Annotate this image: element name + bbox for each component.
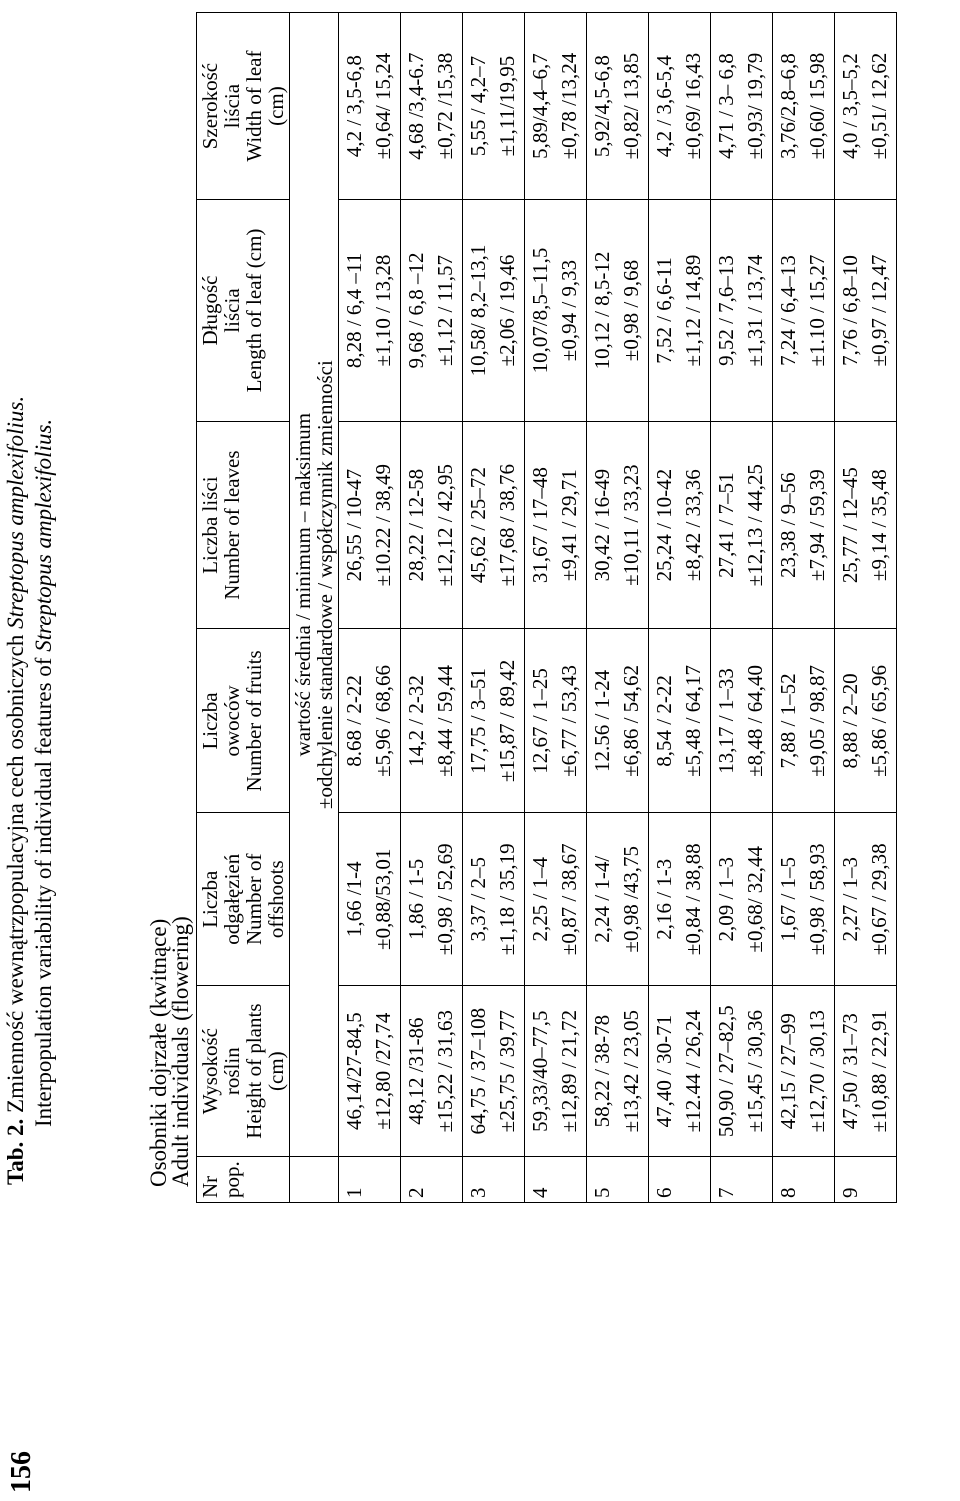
mean-min-max-value: 2,16 / 1-3: [652, 858, 676, 940]
mean-min-max-value: 5,92/4,5-6,8: [590, 55, 614, 158]
mean-min-max-value: 1,67 / 1–5: [776, 856, 800, 942]
leaves-cell: [525, 421, 587, 629]
sd-cv-value: ±6,86 / 54,62: [619, 665, 643, 777]
sd-cv-value: ±12,89 / 21,72: [557, 1009, 581, 1133]
group-heading-english: Adult individuals (flowering): [168, 916, 193, 1187]
mean-min-max-value: 4,2 / 3,5-6,8: [342, 55, 366, 158]
subheader-legend-line-2: ±odchylenie standardowe / współczynnik zmienności: [313, 360, 337, 810]
table-row: [835, 13, 897, 1203]
sd-cv-value: ±0,78 /13,24: [557, 52, 581, 160]
sd-cv-value: ±5,48 / 64,17: [681, 665, 705, 777]
group-heading-polish: Osobniki dojrzałe (kwitnące): [146, 918, 171, 1187]
sd-cv-value: ±15,22 / 31,63: [433, 1009, 457, 1133]
height-cell: [525, 986, 587, 1157]
header-leaves: Liczba liści Number of leaves: [197, 421, 290, 629]
offshoots-cell: [711, 813, 773, 986]
header-fruits: Liczba owoców Number of fruits: [197, 629, 290, 813]
table-row: [401, 13, 463, 1203]
variability-table: [196, 12, 897, 1203]
sd-cv-value: ±7,94 / 59,39: [805, 469, 829, 582]
sd-cv-value: ±2,06 / 19,46: [495, 254, 519, 367]
leaf-width-cell: [649, 13, 711, 200]
mean-min-max-value: 25,77 / 12–45: [838, 467, 862, 584]
header-population-number: Nr pop.: [197, 1157, 290, 1203]
sd-cv-value: ±1,18 / 35,19: [495, 843, 519, 956]
group-heading: [148, 916, 192, 1187]
offshoots-cell: [587, 813, 649, 986]
offshoots-cell: [525, 813, 587, 986]
leaf-length-cell: [401, 200, 463, 422]
mean-min-max-value: 8,54 / 2-22: [652, 675, 676, 767]
fruits-cell: [773, 629, 835, 813]
sd-cv-value: ±17,68 / 38,76: [495, 463, 519, 587]
table-subheader-row: [290, 13, 339, 1203]
sd-cv-value: ±0,98 / 9,68: [619, 259, 643, 362]
fruits-cell: [649, 629, 711, 813]
leaves-cell: [711, 421, 773, 629]
mean-min-max-value: 50,90 / 27–82,5: [714, 1005, 738, 1138]
height-cell: [463, 986, 525, 1157]
mean-min-max-value: 30,42 / 16-49: [590, 468, 614, 582]
caption-species-name: Streptopus amplexifolius.: [3, 395, 28, 629]
leaves-cell: [773, 421, 835, 629]
population-number-cell: 3: [463, 1157, 525, 1203]
mean-min-max-value: 2,24 / 1-4/: [590, 855, 614, 943]
subheader-empty-cell: [290, 1157, 339, 1203]
leaves-cell: [401, 421, 463, 629]
fruits-cell: [835, 629, 897, 813]
mean-min-max-value: 45,62 / 25–72: [466, 467, 490, 584]
sd-cv-value: ±0,64/ 15,24: [371, 52, 395, 160]
mean-min-max-value: 2,25 / 1–4: [528, 856, 552, 942]
leaves-cell: [835, 421, 897, 629]
height-cell: [339, 986, 401, 1157]
sd-cv-value: ±0,82/ 13,85: [619, 52, 643, 160]
leaf-length-cell: [773, 200, 835, 422]
sd-cv-value: ±0,98 / 58,93: [805, 843, 829, 956]
offshoots-cell: [463, 813, 525, 986]
sd-cv-value: ±1,12 / 14,89: [681, 254, 705, 367]
sd-cv-value: ±10,88 / 22,91: [867, 1009, 891, 1133]
sd-cv-value: ±0,87 / 38,67: [557, 843, 581, 956]
sd-cv-value: ±12,70 / 30,13: [805, 1009, 829, 1133]
sd-cv-value: ±12.44 / 26,24: [681, 1009, 705, 1133]
sd-cv-value: ±1.10 / 15,27: [805, 254, 829, 367]
sd-cv-value: ±8,44 / 59,44: [433, 665, 457, 777]
sd-cv-value: ±10,11 / 33,23: [619, 464, 643, 586]
mean-min-max-value: 3,37 / 2–5: [466, 856, 490, 942]
mean-min-max-value: 12.56 / 1-24: [590, 669, 614, 772]
leaf-length-cell: [463, 200, 525, 422]
mean-min-max-value: 8.68 / 2-22: [342, 675, 366, 767]
sd-cv-value: ±0,93/ 19,79: [743, 52, 767, 160]
sd-cv-value: ±10.22 / 38,49: [371, 463, 395, 587]
mean-min-max-value: 46,14/27-84,5: [342, 1012, 366, 1131]
sd-cv-value: ±1,10 / 13,28: [371, 254, 395, 367]
mean-min-max-value: 2,27 / 1–3: [838, 856, 862, 942]
sd-cv-value: ±25,75 / 39,77: [495, 1009, 519, 1133]
offshoots-cell: [649, 813, 711, 986]
mean-min-max-value: 26,55 / 10-47: [342, 468, 366, 582]
sd-cv-value: ±5,96 / 68,66: [371, 665, 395, 777]
leaf-length-cell: [587, 200, 649, 422]
fruits-cell: [463, 629, 525, 813]
sd-cv-value: ±8,48 / 64,40: [743, 665, 767, 777]
leaf-width-cell: [711, 13, 773, 200]
mean-min-max-value: 23,38 / 9–56: [776, 472, 800, 578]
leaves-cell: [463, 421, 525, 629]
sd-cv-value: ±15,87 / 89,42: [495, 659, 519, 783]
population-number-cell: 6: [649, 1157, 711, 1203]
table-row: [711, 13, 773, 1203]
caption-line-2: [30, 25, 58, 1185]
mean-min-max-value: 47,40 / 30-71: [652, 1014, 676, 1128]
mean-min-max-value: 59,33/40–77,5: [528, 1010, 552, 1132]
sd-cv-value: ±0,88/53,01: [371, 848, 395, 950]
caption-polish-text: Zmienność wewnątrzpopulacyjna cech osobniczych: [3, 634, 28, 1113]
mean-min-max-value: 25,24 / 10-42: [652, 468, 676, 582]
mean-min-max-value: 47,50 / 31–73: [838, 1013, 862, 1130]
height-cell: [649, 986, 711, 1157]
leaves-cell: [339, 421, 401, 629]
population-number-cell: 5: [587, 1157, 649, 1203]
offshoots-cell: [773, 813, 835, 986]
mean-min-max-value: 7,24 / 6,4–13: [776, 255, 800, 366]
mean-min-max-value: 9,68 / 6,8 –12: [404, 252, 428, 369]
population-number-cell: 9: [835, 1157, 897, 1203]
sd-cv-value: ±0,60/ 15,98: [805, 52, 829, 160]
mean-min-max-value: 42,15 / 27–99: [776, 1013, 800, 1130]
table-row: [525, 13, 587, 1203]
sd-cv-value: ±1,12 / 11,57: [433, 254, 457, 367]
header-offshoots: Liczba odgałęzień Number of offshoots: [197, 813, 290, 986]
mean-min-max-value: 7,76 / 6,8–10: [838, 255, 862, 366]
population-number-cell: 2: [401, 1157, 463, 1203]
sd-cv-value: ±12,80 /27,74: [371, 1012, 395, 1130]
mean-min-max-value: 10,12 / 8,5-12: [590, 251, 614, 370]
mean-min-max-value: 1,86 / 1-5: [404, 858, 428, 940]
mean-min-max-value: 7,88 / 1–52: [776, 673, 800, 769]
leaf-length-cell: [525, 200, 587, 422]
caption-line-1: [2, 25, 30, 1185]
sd-cv-value: ±9,14 / 35,48: [867, 469, 891, 582]
subheader-legend-line-1: wartość średnia / minimum – maksimum: [291, 412, 315, 757]
mean-min-max-value: 5,89/4,4–6,7: [528, 53, 552, 159]
sd-cv-value: ±1,31 / 13,74: [743, 254, 767, 367]
sd-cv-value: ±0,69/ 16,43: [681, 52, 705, 160]
sd-cv-value: ±12,12 / 42,95: [433, 463, 457, 587]
leaf-width-cell: [773, 13, 835, 200]
table-number: Tab. 2.: [3, 1118, 28, 1185]
mean-min-max-value: 27,41 / 7–51: [714, 472, 738, 578]
sd-cv-value: ±0,72 /15,38: [433, 52, 457, 160]
mean-min-max-value: 12,67 / 1–25: [528, 668, 552, 774]
leaf-width-cell: [401, 13, 463, 200]
mean-min-max-value: 58,22 / 38-78: [590, 1014, 614, 1128]
table-row: [339, 13, 401, 1203]
offshoots-cell: [401, 813, 463, 986]
table-body: [339, 13, 897, 1203]
height-cell: [587, 986, 649, 1157]
mean-min-max-value: 4,68 /3,4-6.7: [404, 52, 428, 160]
table-row: [587, 13, 649, 1203]
sd-cv-value: ±5,86 / 65,96: [867, 665, 891, 777]
table-header-row: [197, 13, 290, 1203]
sd-cv-value: ±12,13 / 44,25: [743, 463, 767, 587]
leaf-width-cell: [587, 13, 649, 200]
header-plant-height: Wysokość roślin Height of plants (cm): [197, 986, 290, 1157]
fruits-cell: [711, 629, 773, 813]
mean-min-max-value: 2,09 / 1–3: [714, 856, 738, 942]
sd-cv-value: ±6,77 / 53,43: [557, 665, 581, 777]
mean-min-max-value: 14,2 / 2-32: [404, 675, 428, 767]
sd-cv-value: ±9,05 / 98,87: [805, 665, 829, 777]
fruits-cell: [401, 629, 463, 813]
mean-min-max-value: 13,17 / 1–33: [714, 668, 738, 774]
page-number: 156: [6, 1451, 37, 1493]
population-number-cell: 1: [339, 1157, 401, 1203]
header-leaf-width: Szerokość liścia Width of leaf (cm): [197, 13, 290, 200]
subheader-legend: [290, 13, 339, 1157]
population-number-cell: 7: [711, 1157, 773, 1203]
sd-cv-value: ±13,42 / 23,05: [619, 1009, 643, 1133]
sd-cv-value: ±0,67 / 29,38: [867, 843, 891, 956]
sd-cv-value: ±0,98 / 52,69: [433, 843, 457, 956]
sd-cv-value: ±0,94 / 9,33: [557, 259, 581, 362]
leaf-length-cell: [649, 200, 711, 422]
population-number-cell: 4: [525, 1157, 587, 1203]
offshoots-cell: [339, 813, 401, 986]
mean-min-max-value: 8,88 / 2–20: [838, 673, 862, 769]
height-cell: [401, 986, 463, 1157]
leaves-cell: [587, 421, 649, 629]
mean-min-max-value: 1,66 /1-4: [342, 861, 366, 938]
mean-min-max-value: 9,52 / 7,6–13: [714, 255, 738, 366]
mean-min-max-value: 4,2 / 3,6-5,4: [652, 55, 676, 158]
mean-min-max-value: 4,0 / 3,5–5,2: [838, 53, 862, 159]
leaves-cell: [649, 421, 711, 629]
leaf-length-cell: [835, 200, 897, 422]
mean-min-max-value: 5,55 / 4,2–7: [466, 55, 490, 157]
height-cell: [773, 986, 835, 1157]
sd-cv-value: ±8,42 / 33,36: [681, 469, 705, 582]
table-row: [773, 13, 835, 1203]
height-cell: [711, 986, 773, 1157]
leaf-width-cell: [463, 13, 525, 200]
header-leaf-length: Długość liścia Length of leaf (cm): [197, 200, 290, 422]
mean-min-max-value: 28,22 / 12-58: [404, 468, 428, 582]
leaf-length-cell: [711, 200, 773, 422]
sd-cv-value: ±15,45 / 30,36: [743, 1009, 767, 1133]
sd-cv-value: ±0,68/ 32,44: [743, 845, 767, 953]
sd-cv-value: ±1,11/19,95: [495, 55, 519, 157]
mean-min-max-value: 4,71 / 3– 6,8: [714, 53, 738, 159]
fruits-cell: [339, 629, 401, 813]
population-number-cell: 8: [773, 1157, 835, 1203]
leaf-width-cell: [339, 13, 401, 200]
mean-min-max-value: 3,76/2,8–6,8: [776, 53, 800, 159]
table-row: [649, 13, 711, 1203]
fruits-cell: [587, 629, 649, 813]
mean-min-max-value: 17,75 / 3–51: [466, 668, 490, 774]
leaf-width-cell: [835, 13, 897, 200]
mean-min-max-value: 7,52 / 6,6-11: [652, 257, 676, 364]
leaf-width-cell: [525, 13, 587, 200]
mean-min-max-value: 64,75 / 37–108: [466, 1007, 490, 1135]
mean-min-max-value: 8,28 / 6,4 –11: [342, 252, 366, 369]
caption-species-name-en: Streptopus amplexifolius.: [31, 418, 56, 652]
height-cell: [835, 986, 897, 1157]
sd-cv-value: ±0,97 / 12,47: [867, 254, 891, 367]
mean-min-max-value: 10,07/8,5–11,5: [528, 247, 552, 374]
offshoots-cell: [835, 813, 897, 986]
mean-min-max-value: 10,58/ 8,2–13,1: [466, 244, 490, 377]
sd-cv-value: ±9,41 / 29,71: [557, 469, 581, 582]
leaf-length-cell: [339, 200, 401, 422]
table-row: [463, 13, 525, 1203]
mean-min-max-value: 31,67 / 17–48: [528, 467, 552, 584]
sd-cv-value: ±0,98 /43,75: [619, 845, 643, 953]
fruits-cell: [525, 629, 587, 813]
caption-english-text: Interpopulation variability of individual features of: [31, 657, 56, 1127]
sd-cv-value: ±0,84 / 38,88: [681, 843, 705, 956]
table-caption: [2, 25, 58, 1185]
mean-min-max-value: 48,12 /31-86: [404, 1017, 428, 1125]
sd-cv-value: ±0,51/ 12,62: [867, 52, 891, 160]
